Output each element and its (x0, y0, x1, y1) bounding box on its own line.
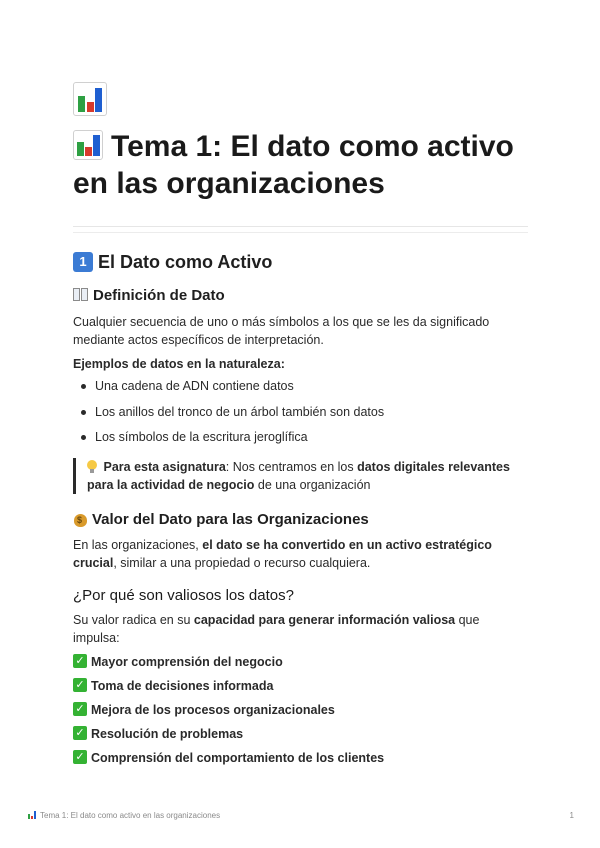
bar-chart-icon (28, 810, 37, 819)
list-item: Los anillos del tronco de un árbol también son datos (95, 403, 525, 429)
why-heading: ¿Por qué son valiosos los datos? (73, 587, 294, 604)
why-text-bold: capacidad para generar información valiosa (193, 613, 456, 627)
divider (73, 232, 528, 233)
value-text-bold: el dato se ha convertido en un activo estratégico crucial (73, 538, 492, 570)
value-text-part: , similar a una propiedad o recurso cualquiera. (113, 556, 371, 570)
list-item: Una cadena de ADN contiene datos (95, 377, 525, 403)
checklist-item-label: Toma de decisiones informada (91, 679, 274, 693)
bar-chart-icon (73, 130, 103, 160)
value-heading (73, 510, 369, 530)
checklist-item (73, 701, 523, 725)
callout-text: de una organización (254, 478, 371, 492)
examples-list (95, 377, 525, 454)
check-mark-icon: ✓ (73, 726, 87, 740)
check-mark-icon: ✓ (73, 750, 87, 764)
definition-text: Cualquier secuencia de uno o más símbolos a los que se les da significado mediante actos específicos de interpretación. (73, 315, 490, 347)
value-heading-text: Valor del Dato para las Organizaciones (92, 511, 369, 528)
light-bulb-icon (87, 460, 97, 473)
page-footer (28, 810, 574, 822)
checklist-item (73, 725, 523, 749)
checklist-item (73, 677, 523, 701)
callout-text: : Nos centramos en los (225, 460, 358, 474)
bar-chart-icon (73, 82, 107, 116)
checklist-item (73, 749, 523, 773)
check-mark-icon: ✓ (73, 702, 87, 716)
section-heading (73, 250, 272, 274)
money-bag-icon (73, 511, 88, 527)
page-title-text: Tema 1: El dato como activo en las organizaciones (73, 130, 514, 200)
divider (73, 226, 528, 227)
why-text-part: Su valor radica en su (73, 613, 194, 627)
benefits-checklist (73, 653, 523, 773)
page-title (73, 128, 533, 202)
check-mark-icon: ✓ (73, 654, 87, 668)
checklist-item-label: Comprensión del comportamiento de los clientes (91, 751, 385, 765)
checklist-item-label: Mayor comprensión del negocio (91, 655, 283, 669)
footer-title: Tema 1: El dato como activo en las organizaciones (40, 811, 221, 820)
value-text (73, 536, 523, 572)
callout-quote (73, 458, 523, 494)
checklist-item-label: Mejora de los procesos organizacionales (91, 703, 335, 717)
examples-heading: Ejemplos de datos en la naturaleza: (73, 357, 285, 371)
section-heading-text: El Dato como Activo (98, 252, 273, 272)
list-item: Los símbolos de la escritura jeroglífica (95, 428, 525, 454)
keycap-one-icon: 1 (73, 252, 93, 272)
page-number: 1 (569, 811, 574, 820)
checklist-item (73, 653, 523, 677)
definition-heading-text: Definición de Dato (93, 287, 225, 304)
callout-bold: datos digitales relevantes para la actividad de negocio (87, 460, 510, 492)
why-text (73, 611, 523, 647)
value-text-part: En las organizaciones, (73, 538, 203, 552)
callout-label: Para esta asignatura (103, 460, 226, 474)
why-text-part: que impulsa: (73, 613, 480, 645)
checklist-item-label: Resolución de problemas (91, 727, 244, 741)
open-book-icon (73, 288, 89, 301)
check-mark-icon: ✓ (73, 678, 87, 692)
definition-heading (73, 286, 225, 306)
